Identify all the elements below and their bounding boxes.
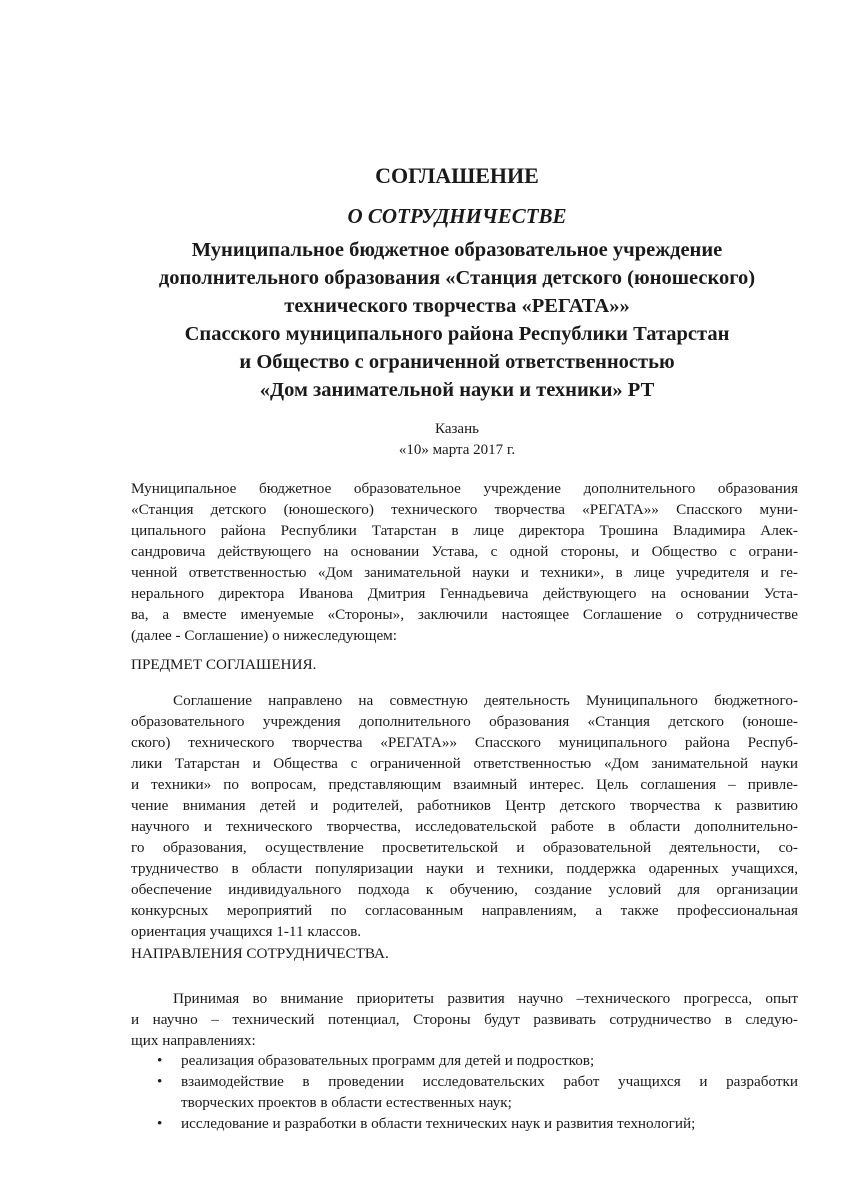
text-line: ориентация учащихся 1-11 классов. <box>131 923 362 940</box>
text-line: Муниципальное бюджетное образовательное учреждение дополнительного образования <box>131 480 798 497</box>
parties-line: Спасского муниципального района Республики Татарстан <box>184 323 730 345</box>
text-line: сандровича действующего на основании Устава, с одной стороны, и Общество с ограни- <box>131 543 798 560</box>
text-line: Соглашение направлено на совместную деятельность Муниципального бюджетного- <box>173 692 798 709</box>
text-line: го образования, осуществление просветительской и образовательной деятельности, со- <box>131 839 798 856</box>
text-line: ва, а вместе именуемые «Стороны», заключили настоящее Соглашение о сотрудничестве <box>131 606 798 623</box>
parties-line: Муниципальное бюджетное образовательное учреждение <box>191 239 723 261</box>
text-line: (далее - Соглашение) о нижеследующем: <box>131 627 398 644</box>
parties-line: технического творчества «РЕГАТА»» <box>284 295 630 317</box>
text-line: ченной ответственностью «Дом занимательной науки и техники», в лице учредителя и ге- <box>131 564 798 581</box>
text-line: конкурсных мероприятий по согласованным направлениям, а также профессиональная <box>131 902 798 919</box>
bullet-icon: • <box>157 1073 163 1090</box>
text-line: обеспечение индивидуального подхода к обучению, создание условий для организации <box>131 881 798 898</box>
text-line: ципального района Республики Татарстан в лице директора Трошина Владимира Алек- <box>131 522 798 539</box>
text-line: научного и технического творчества, исследовательской работе в области дополнительно- <box>131 818 798 835</box>
text-line: трудничество в области популяризации науки и техники, поддержка одаренных учащихся, <box>131 860 798 877</box>
date: «10» марта 2017 г. <box>398 442 516 458</box>
list-item <box>131 1113 798 1134</box>
directions-list <box>131 1050 798 1134</box>
text-line: Принимая во внимание приоритеты развития научно –технического прогресса, опыт <box>173 990 798 1007</box>
section-heading-subject: ПРЕДМЕТ СОГЛАШЕНИЯ. <box>131 656 317 673</box>
parties-line: дополнительного образования «Станция детского (юношеского) <box>158 267 756 289</box>
text-line: взаимодействие в проведении исследовательских работ учащихся и разработки <box>181 1073 798 1090</box>
text-line: образовательного учреждения дополнительного образования «Станция детского (юноше- <box>131 713 798 730</box>
place-and-date <box>0 419 849 461</box>
parties-line: и Общество с ограниченной ответственностью <box>239 351 675 373</box>
bullet-icon: • <box>157 1115 163 1132</box>
intro-paragraph <box>131 478 798 646</box>
text-line: реализация образовательных программ для детей и подростков; <box>181 1052 595 1069</box>
list-item <box>131 1050 798 1071</box>
text-line: и техники» по вопросам, представляющим взаимный интерес. Цель соглашения – привле- <box>131 776 798 793</box>
city: Казань <box>435 421 479 437</box>
section-heading-directions: НАПРАВЛЕНИЯ СОТРУДНИЧЕСТВА. <box>131 945 389 962</box>
parties-heading <box>100 236 814 404</box>
document-subtitle: О СОТРУДНИЧЕСТВЕ <box>347 204 567 228</box>
text-line: щих направлениях: <box>131 1032 256 1049</box>
list-item <box>131 1071 798 1113</box>
text-line: «Станция детского (юношеского) технического творчества «РЕГАТА»» Спасского муни- <box>131 501 798 518</box>
parties-line: «Дом занимательной науки и техники» РТ <box>259 379 655 401</box>
bullet-icon: • <box>157 1052 163 1069</box>
text-line: творческих проектов в области естественных наук; <box>181 1094 512 1111</box>
document-title: СОГЛАШЕНИЕ <box>375 163 539 188</box>
text-line: и научно – технический потенциал, Стороны будут развивать сотрудничество в следую- <box>131 1011 798 1028</box>
text-line: лики Татарстан и Общества с ограниченной ответственностью «Дом занимательной науки <box>131 755 798 772</box>
subject-paragraph <box>131 690 798 942</box>
text-line: чение внимания детей и родителей, работников Центр детского творчества к развитию <box>131 797 798 814</box>
text-line: исследование и разработки в области технических наук и развития технологий; <box>181 1115 696 1132</box>
text-line: нерального директора Иванова Дмитрия Геннадьевича действующего на основании Уста- <box>131 585 798 602</box>
directions-paragraph <box>131 988 798 1051</box>
text-line: ского) технического творчества «РЕГАТА»» Спасского муниципального района Респуб- <box>131 734 798 751</box>
